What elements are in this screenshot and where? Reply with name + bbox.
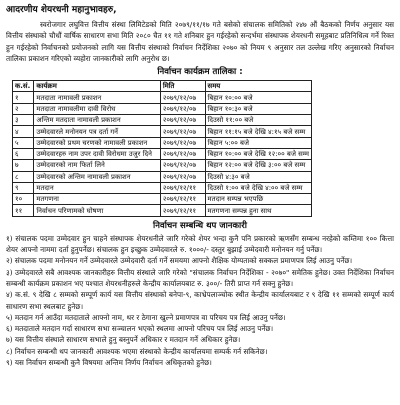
cell-activity: मतदाता नामावलीमा दावी विरोध bbox=[34, 103, 160, 114]
cell-time: बिहान ११:१५ बजे देखि ४:१५ बजे सम्म bbox=[205, 126, 311, 137]
cell-date: २०७९/१२/०७ bbox=[160, 126, 205, 137]
list-item: २) संचालक पदमा मनोनयन गर्ने उम्मेदवारले उम्मेदवारी दर्ता गर्ने समयमा आफ्नो शैक्षिक योग्यताको सक्कल प्रमाणपत्र लिई आउनु पर्नेछ। bbox=[6, 256, 353, 266]
rules-list bbox=[4, 233, 396, 369]
cell-date: २०७९/१२/११ bbox=[160, 205, 205, 216]
cell-activity: उम्मेदवारको अन्तिम नामावली प्रकाशन bbox=[34, 171, 160, 182]
cell-time: बिहान १२:०० बजे देखि ३:०० बजे सम्म bbox=[205, 160, 311, 171]
schedule-title: निर्वाचन कार्यक्रम तालिका : bbox=[157, 67, 243, 78]
list-item: ३) उम्मेदवारले सबै आवश्यक जानकारीहरु वित्तीय संस्थाले जारि गरेको "संचालक निर्वाचन निर्देशिका - २०७०" समेतिक हुनेछ। उक्त निर्देशिका निर्वाचन सम्बन्धी कार्यक्रम प्रकाशन भए पश्चात शेयरधनीहरुले केन्द्रीय कार्यालयबाट रु. ३००/- तिरी प्राप्त गर्न सक्नु हुनेछ। bbox=[6, 267, 394, 288]
cell-activity: अन्तिम मतदाता नामावली प्रकाशन bbox=[34, 115, 160, 126]
rules-title: निर्वाचन सम्बन्धि थप जानकारी bbox=[153, 220, 247, 231]
table-row bbox=[13, 148, 312, 159]
cell-activity: मतदान bbox=[34, 182, 160, 193]
table-row bbox=[13, 115, 312, 126]
cell-time: बिहान १०:३० बजे bbox=[205, 103, 311, 114]
cell-time: दिउसो ११:०० बजे bbox=[205, 115, 311, 126]
schedule-table bbox=[12, 80, 312, 217]
header-sn: क.सं. bbox=[13, 81, 34, 92]
cell-date: २०७९/१२/११ bbox=[160, 182, 205, 193]
cell-date: २०७९/१२/०७ bbox=[160, 115, 205, 126]
cell-date: २०७९/१२/०७ bbox=[160, 137, 205, 148]
table-row bbox=[13, 103, 312, 114]
cell-sn: ४ bbox=[13, 126, 34, 137]
cell-time: बिहान १०:०० बजे bbox=[205, 92, 311, 103]
list-item: ६) मतदाताले मतदान गर्दा साधारण सभा सञ्चालन भएको स्थलमा आफ्नो परिचय पत्र लिई आउनु पर्नेछ। bbox=[6, 324, 274, 334]
cell-sn: १ bbox=[13, 92, 34, 103]
cell-activity: मतदाता नामावली प्रकाशन bbox=[34, 92, 160, 103]
salutation: आदरणीय शेयरधनी महानुभावहरु, bbox=[6, 5, 117, 15]
cell-date: २०७९/१२/०७ bbox=[160, 160, 205, 171]
table-header-row bbox=[13, 81, 312, 92]
cell-date: २०७९/१२/०७ bbox=[160, 171, 205, 182]
table-row bbox=[13, 160, 312, 171]
notice-page bbox=[0, 5, 400, 405]
cell-date: २०७९/१२/०७ bbox=[160, 148, 205, 159]
header-time: समय bbox=[205, 81, 311, 92]
cell-time: दिउसो ४:३० बजे bbox=[205, 171, 311, 182]
cell-sn: १० bbox=[13, 194, 34, 205]
cell-activity: निर्वाचन परिणामको घोषणा bbox=[34, 205, 160, 216]
header-activity: कार्यक्रम bbox=[34, 81, 160, 92]
cell-sn: २ bbox=[13, 103, 34, 114]
cell-time: मतगणना सम्पन्न हुना साथ bbox=[205, 205, 311, 216]
table-row bbox=[13, 92, 312, 103]
list-item: ७) यस वित्तीय संस्थाले साधारण सभाले हुनु बस्नुपर्ने अधिकार र मतदान गर्ने अधिकार हुनेछ। bbox=[6, 335, 241, 345]
cell-activity: मतगणना bbox=[34, 194, 160, 205]
cell-activity: उम्मेदवारको नाम फिर्ता लिने bbox=[34, 160, 160, 171]
table-row bbox=[13, 171, 312, 182]
table-row bbox=[13, 194, 312, 205]
list-item: ४) क.सं. ९ देखि ८ सम्मको सम्पूर्ण कार्य यस वित्तीय संस्थाको बनेपा-९, काभ्रेपलाञ्चोक स्थीत केन्द्रीय कार्यालयबाट र ९ देखि ११ सम्मको सम्पूर्ण कार्य साधारण सभा स्थलबाट हुनेछ। bbox=[6, 290, 394, 311]
cell-activity: उम्मेदवारले मनोनयन पत्र दर्ता गर्ने bbox=[34, 126, 160, 137]
table-row bbox=[13, 182, 312, 193]
table-row bbox=[13, 205, 312, 216]
cell-sn: ३ bbox=[13, 115, 34, 126]
cell-sn: ७ bbox=[13, 160, 34, 171]
cell-date: २०७९/१२/०७ bbox=[160, 92, 205, 103]
table-row bbox=[13, 137, 312, 148]
cell-sn: ५ bbox=[13, 137, 34, 148]
list-item: ९) यस निर्वाचन सम्बन्धी कुनै विषयमा अन्तिम निर्णय निर्वाचन अधिकृतको हुनेछ। bbox=[6, 358, 212, 368]
cell-sn: ८ bbox=[13, 171, 34, 182]
cell-sn: ६ bbox=[13, 148, 34, 159]
intro-paragraph: स्वरोजगार लघुवित्त वित्तीय संस्था लिमिटेडको मिति २०७९/११/१७ गते बसेको संचालक समितिको २४७ औं बैठकको निर्णय अनुसार यस वित्तीय संस्थाको चौधौं वार्षिक साधारण सभा मिति २०८० चैत ११ गते शनिबार हुन गईरहेको सन्दर्भमा संस्थापक शेयरधनी समूहबाट प्रतिनिधित्व गर्ने रिक्त हुन गईरहेको निर्वाचनको प्रयोजनको लागि यस वित्तीय संस्थाको निर्वाचन निर्देशिका २०७० को नियम ९ अनुसार तल उल्लेख गरिए अनुसारको निर्वाचन तालिका प्रकाशन गरिएको व्यहोरा जानकारीको लागि अनुरोध छ। bbox=[6, 20, 394, 63]
cell-time: बिहान १०:०० बजे देखि १२:०० बजे सम्म bbox=[205, 148, 311, 159]
table-row bbox=[13, 126, 312, 137]
cell-time: बिहान ५:०० बजे bbox=[205, 137, 311, 148]
list-item: ५) मतदान गर्न आउँदा मतदाताले आफ्नो नाम, थर र ठेगाना खुल्ने प्रमाणपत्र वा परिचय पत्र लिई आउनु पर्नेछ। bbox=[6, 312, 286, 322]
list-item: १) संचालक पदमा उम्मेदवार हुन चाहने संस्थापक शेयरधनीले जारि गरेको शेयर भन्दा कुनै पनि प्रकारको ऋणसँग सम्बन्ध नरहेको कम्तिमा १०० कित्ता शेयर आफ्नो नाममा दर्ता हुनुपर्नेछ। संचालक हुन इच्छुक उम्मेदवारले रु. १०००/- दस्तुर बुझाई उम्मेदवारी मनोनयन गर्नु पर्नेछ। bbox=[6, 233, 394, 255]
list-item: ८) निर्वाचन सम्बन्धी थप जानकारी आवश्यक भएमा संस्थाको केन्द्रीय कार्यालयमा सम्पर्क गर्न सकिनेछ। bbox=[6, 346, 268, 356]
cell-activity: उम्मेदवारहरु नाम उपर दावी विरोधमा उजुर दिने bbox=[34, 148, 160, 159]
cell-date: २०७९/१२/११ bbox=[160, 194, 205, 205]
cell-activity: उम्मेदवारको प्रथम चरणको नामावली प्रकाशन bbox=[34, 137, 160, 148]
header-date: मिति bbox=[160, 81, 205, 92]
cell-time: दिउसो १:०० बजे देखि ४:०० बजे सम्म bbox=[205, 182, 311, 193]
cell-date: २०७९/१२/०७ bbox=[160, 103, 205, 114]
cell-sn: ९ bbox=[13, 182, 34, 193]
cell-sn: ११ bbox=[13, 205, 34, 216]
cell-time: मतदान सम्पन्न भएपछि bbox=[205, 194, 311, 205]
